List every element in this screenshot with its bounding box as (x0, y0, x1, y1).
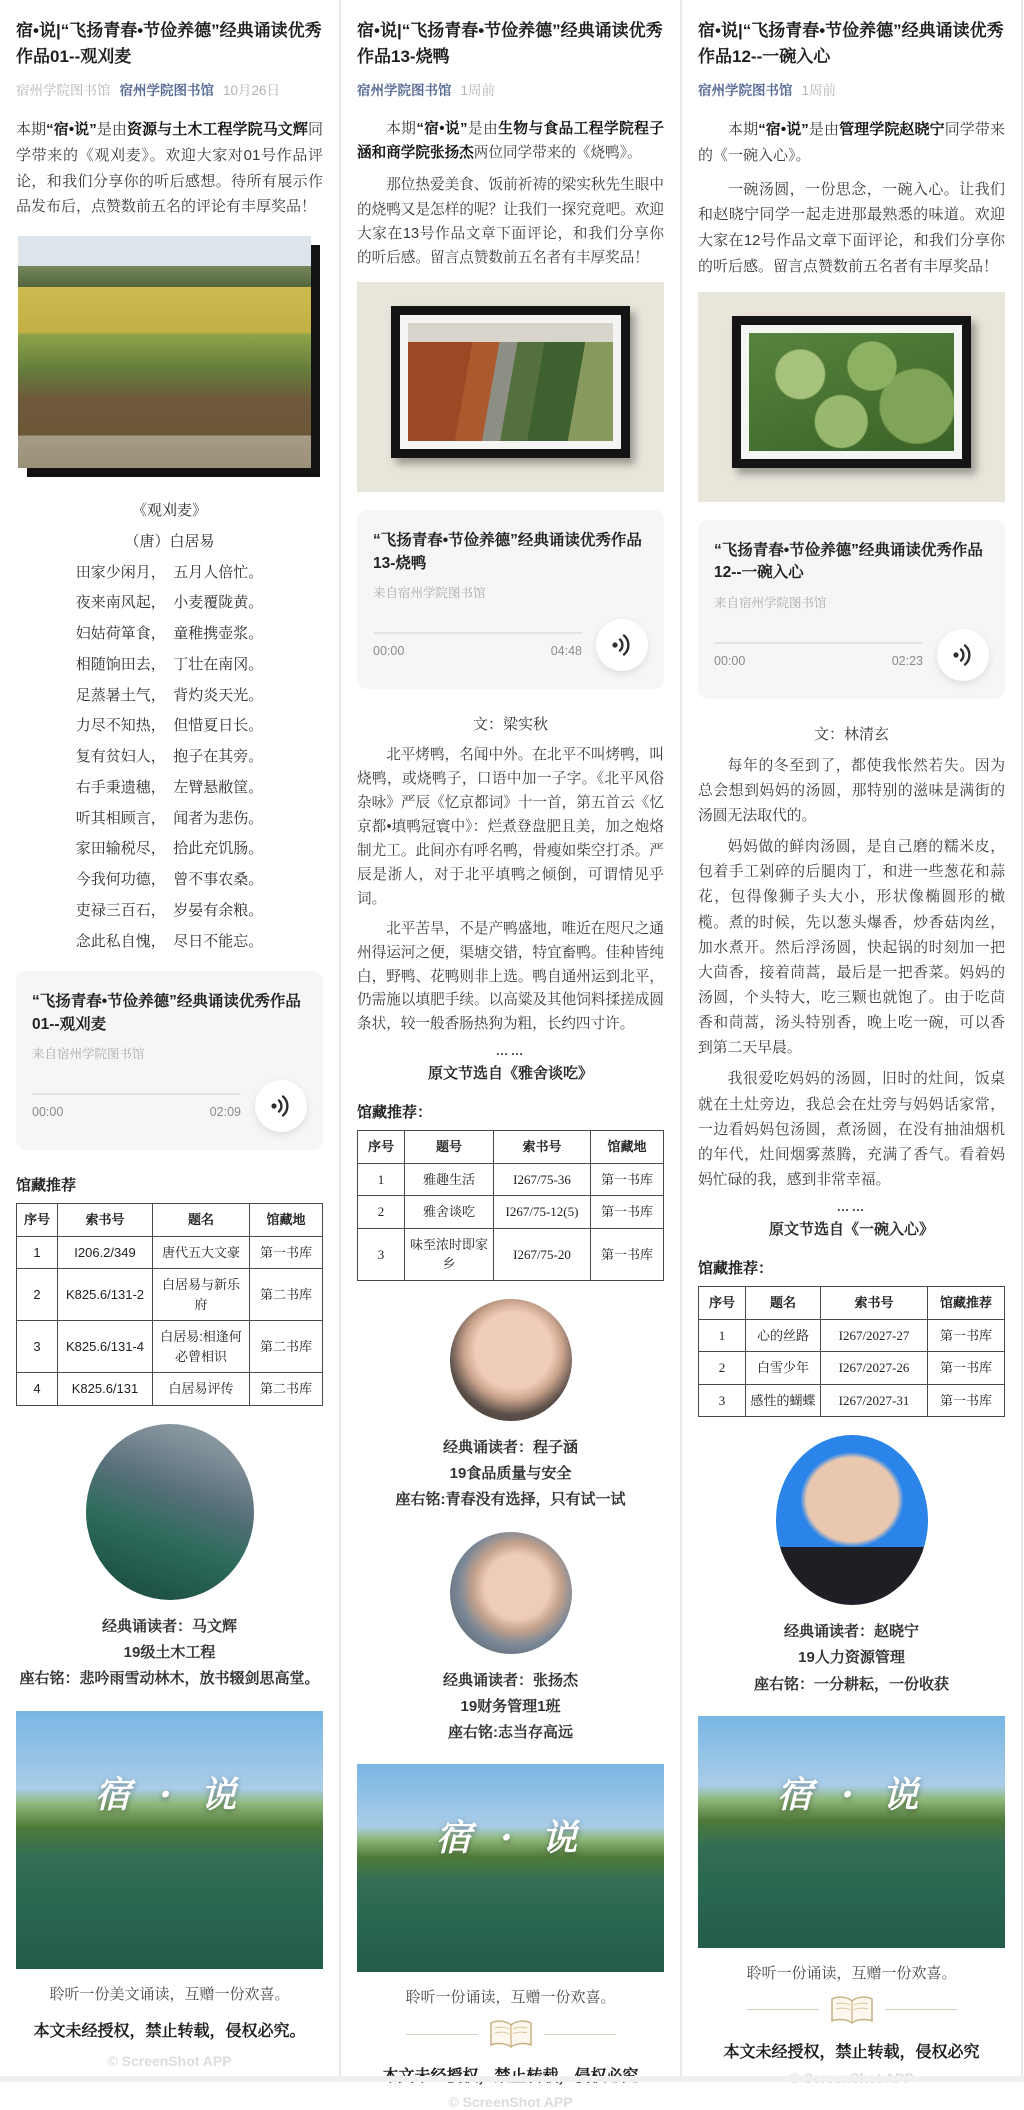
table-cell: 雅舍谈吃 (405, 1196, 494, 1229)
table-row (358, 1163, 664, 1196)
collection-heading: 馆藏推荐： (357, 1104, 433, 1122)
copyright-line: 本文未经授权，禁止转载，侵权必究 (723, 2043, 980, 2061)
reader-photo (450, 1299, 572, 1421)
audio-play-button[interactable] (596, 619, 648, 671)
reader-name: 经典诵读者：马文辉 (101, 1617, 237, 1635)
table-header-cell: 序号 (699, 1287, 746, 1320)
framed-photo (357, 282, 664, 492)
ellipsis: …… (495, 1043, 526, 1059)
open-book-icon (488, 2019, 534, 2049)
banner-title: 宿 · 说 (435, 1817, 586, 1860)
divider-line (885, 2009, 957, 2010)
collection-table (16, 1203, 323, 1406)
table-cell: 3 (17, 1321, 58, 1373)
table-row (17, 1269, 323, 1321)
reader-motto: 座右铭:志当存高远 (448, 1724, 573, 1742)
autumn-road-photo (408, 323, 613, 441)
reader-motto: 座右铭:青春没有选择，只有试一试 (395, 1491, 626, 1509)
table-cell: 第二书库 (250, 1373, 323, 1406)
reader-info (16, 1614, 323, 1693)
table-header-cell: 馆藏地 (591, 1131, 664, 1164)
reader-name: 经典诵读者：赵晓宁 (783, 1623, 919, 1641)
collection-heading: 馆藏推荐 (16, 1177, 77, 1195)
speaker-icon (950, 642, 976, 668)
table-cell: 白居易:相逢何必曾相识 (153, 1321, 250, 1373)
copyright-line: 本文未经授权，禁止转载，侵权必究。 (33, 2022, 306, 2040)
table-cell: 第一书库 (591, 1228, 664, 1280)
table-cell: 第一书库 (928, 1319, 1005, 1352)
table-row (699, 1352, 1005, 1385)
table-cell: 2 (358, 1196, 405, 1229)
table-row (17, 1321, 323, 1373)
reader-name: 经典诵读者：张扬杰 (442, 1671, 578, 1689)
poem-line: 夜来南风起， 小麦覆陇黄。 (75, 594, 264, 612)
banner-title: 宿 · 说 (776, 1773, 927, 1816)
table-cell: 第一书库 (591, 1163, 664, 1196)
audio-card (698, 520, 1005, 699)
reader-class: 19人力资源管理 (798, 1649, 905, 1667)
account-link[interactable]: 宿州学院图书馆 (357, 83, 452, 98)
table-cell: 感性的蝴蝶 (746, 1384, 821, 1417)
table-cell: K825.6/131 (58, 1373, 153, 1406)
divider-line (544, 2034, 616, 2035)
divider-line (406, 2034, 478, 2035)
essay-credit: 文：林清玄 (813, 725, 889, 743)
byline (357, 79, 664, 99)
table-header-cell: 题名 (153, 1204, 250, 1237)
closing-line: 聆听一份诵读，互赠一份欢喜。 (405, 1989, 616, 2007)
table-cell: 2 (699, 1352, 746, 1385)
banner-title: 宿 · 说 (94, 1774, 245, 1817)
reader-class: 19级土木工程 (123, 1644, 216, 1662)
table-cell: 心的丝路 (746, 1319, 821, 1352)
audio-source: 来自宿州学院图书馆 (373, 586, 486, 601)
essay-paragraph: 我很爱吃妈妈的汤圆，旧时的灶间，饭桌就在土灶旁边，我总会在灶旁与妈妈话家常，一边看妈妈包汤圆，煮汤圆，在没有抽油烟机的年代，灶间烟雾蒸腾，充满了香气。看着妈妈忙碌的我，感到非常幸福。 (698, 1071, 1005, 1188)
essay-paragraph: 每年的冬至到了，都使我怅然若失。因为总会想到妈妈的汤圆，那特别的滋味是满街的汤圆无法取代的。 (698, 757, 1005, 824)
essay-paragraph: 妈妈做的鲜肉汤圆，是自己磨的糯米皮，包着手工剁碎的后腿肉丁，和进一些葱花和蒜花，包得像狮子头大小，形状像椭圆形的橄榄。煮的时候，先以葱头爆香，炒香菇肉丝，加水煮开。然后浮汤圆，快起锅的时刻加一把大茴香，接着茼蒿，最后是一把香菜。妈妈的汤圆，个头特大，吃三颗也就饱了。由于吃茴香和茼蒿，汤头特别香，晚上吃一碗，可以香到第二天早晨。 (698, 839, 1005, 1057)
poem-line: 家田输税尽， 拾此充饥肠。 (75, 840, 264, 858)
closing-line: 聆听一份诵读，互赠一份欢喜。 (746, 1964, 957, 1982)
poem-author: （唐）白居易 (124, 532, 215, 550)
reader-photo (450, 1532, 572, 1654)
table-cell: 唐代五大文豪 (153, 1236, 250, 1269)
frosty-leaves-photo (749, 333, 954, 451)
lake-banner (16, 1711, 323, 1969)
account-link[interactable]: 宿州学院图书馆 (698, 83, 793, 98)
table-cell: K825.6/131-2 (58, 1269, 153, 1321)
bottom-strip (0, 2076, 1024, 2082)
table-cell: I267/75-36 (494, 1163, 591, 1196)
byline (16, 79, 323, 99)
audio-play-button[interactable] (937, 629, 989, 681)
reader-info (357, 1435, 664, 1514)
publish-date: 1周前 (801, 83, 837, 98)
speaker-icon (609, 632, 635, 658)
table-cell: I206.2/349 (58, 1236, 153, 1269)
table-header-cell: 馆藏推荐 (928, 1287, 1005, 1320)
byline (698, 79, 1005, 99)
table-header-cell: 索书号 (58, 1204, 153, 1237)
table-cell: I267/2027-31 (821, 1384, 928, 1417)
collection-table (357, 1130, 664, 1281)
audio-play-button[interactable] (255, 1080, 307, 1132)
reader-name: 经典诵读者：程子涵 (442, 1438, 578, 1456)
poem-line: 今我何功德， 曾不事农桑。 (75, 871, 264, 889)
table-cell: 1 (17, 1236, 58, 1269)
poem-line: 念此私自愧， 尽日不能忘。 (75, 932, 264, 950)
intro-paragraph: 本期“宿•说”是由管理学院赵晓宁同学带来的《一碗入心》。 (698, 121, 1005, 164)
reader-class: 19食品质量与安全 (449, 1465, 572, 1483)
lake-banner (698, 1716, 1005, 1948)
audio-progress-bar[interactable] (373, 632, 582, 634)
open-book-icon (829, 1995, 875, 2025)
divider-line (747, 2009, 819, 2010)
audio-card (16, 971, 323, 1150)
table-cell: 白居易与新乐府 (153, 1269, 250, 1321)
table-cell: 第一书库 (250, 1236, 323, 1269)
table-header-cell: 馆藏地 (250, 1204, 323, 1237)
article-column-1 (0, 0, 341, 2082)
table-cell: I267/75-12(5) (494, 1196, 591, 1229)
audio-duration: 02:23 (891, 653, 923, 668)
essay-credit: 文：梁实秋 (472, 716, 548, 734)
audio-duration: 04:48 (550, 644, 582, 659)
poem-line: 妇姑荷箪食， 童稚携壶浆。 (75, 625, 264, 643)
author-name: 宿州学院图书馆 (16, 83, 111, 98)
table-row (699, 1319, 1005, 1352)
reader-info (357, 1668, 664, 1747)
poem-line: 右手秉遗穗， 左臂悬敝筐。 (75, 778, 264, 796)
table-cell: 2 (17, 1269, 58, 1321)
essay-paragraph: 北平苦旱，不是产鸭盛地，唯近在咫尺之通州得运河之便，渠塘交错，特宜畜鸭。佳种皆纯白，野鸭、花鸭则非上选。鸭自通州运到北平，仍需施以填肥手续。以高粱及其他饲料揉搓成圆条状，较一般香肠热狗为粗，长约四寸许。 (357, 920, 664, 1033)
table-row (17, 1373, 323, 1406)
table-header-cell: 索书号 (821, 1287, 928, 1320)
article-column-2 (341, 0, 682, 2110)
table-cell: 第一书库 (928, 1384, 1005, 1417)
poem (16, 496, 323, 957)
audio-title: “飞扬青春•节俭养德”经典诵读优秀作品13-烧鸭 (373, 532, 642, 572)
audio-title: “飞扬青春•节俭养德”经典诵读优秀作品01--观刈麦 (32, 993, 301, 1033)
table-cell: 味至浓时即家乡 (405, 1228, 494, 1280)
audio-title: “飞扬青春•节俭养德”经典诵读优秀作品12--一碗入心 (714, 541, 983, 582)
table-row (358, 1228, 664, 1280)
reader-class: 19财务管理1班 (460, 1697, 561, 1715)
table-cell: I267/2027-26 (821, 1352, 928, 1385)
source-line: 原文节选自《一碗入心》 (768, 1221, 934, 1239)
copyright-line (357, 2063, 664, 2086)
table-cell: 1 (699, 1319, 746, 1352)
audio-current-time: 00:00 (32, 1105, 64, 1120)
source-line: 原文节选自《雅舍谈吃》 (427, 1065, 593, 1083)
table-cell: 第一书库 (591, 1196, 664, 1229)
watermark: © ScreenShot APP (107, 2052, 232, 2069)
field-photo (18, 236, 311, 468)
audio-progress-bar[interactable] (32, 1093, 241, 1095)
table-cell: 3 (699, 1384, 746, 1417)
table-cell: 白雪少年 (746, 1352, 821, 1385)
watermark: © ScreenShot APP (448, 2094, 573, 2110)
reader-info (698, 1619, 1005, 1698)
article-column-3 (682, 0, 1023, 2082)
ellipsis: …… (836, 1199, 867, 1215)
table-cell: 第一书库 (928, 1352, 1005, 1385)
poem-line: 田家少闲月， 五月人倍忙。 (75, 563, 264, 581)
poem-line: 复有贫妇人， 抱子在其旁。 (75, 748, 264, 766)
table-cell: 白居易评传 (153, 1373, 250, 1406)
audio-source: 来自宿州学院图书馆 (32, 1047, 145, 1062)
essay-paragraph: 北平烤鸭，名闻中外。在北平不叫烤鸭，叫烧鸭，或烧鸭子，口语中加一子字。《北平风俗杂咏》严辰《忆京都词》十一首，第五首云《忆京都•填鸭冠寰中》：烂煮登盘肥且美，加之炮烙制尤工。此间亦有呼名鸭，骨瘦如柴空打杀。严辰是浙人，对于北平填鸭之倾倒，可谓情见乎词。 (357, 747, 664, 907)
reader-motto: 座右铭：一分耕耘，一份收获 (753, 1675, 949, 1693)
table-cell: I267/2027-27 (821, 1319, 928, 1352)
speaker-icon (268, 1093, 294, 1119)
poem-line: 听其相顾言， 闻者为悲伤。 (75, 809, 264, 827)
table-row (17, 1236, 323, 1269)
table-row (699, 1384, 1005, 1417)
collection-heading: 馆藏推荐： (698, 1260, 774, 1278)
poem-title: 《观刈麦》 (131, 502, 207, 520)
table-cell: 3 (358, 1228, 405, 1280)
audio-current-time: 00:00 (373, 644, 405, 659)
lake-banner (357, 1764, 664, 1972)
table-row (358, 1196, 664, 1229)
collection-table (698, 1286, 1005, 1417)
publish-date: 10月26日 (223, 83, 281, 98)
table-cell: I267/75-20 (494, 1228, 591, 1280)
book-divider (698, 1995, 1005, 2025)
audio-source: 来自宿州学院图书馆 (714, 595, 827, 610)
article-title: 宿•说|“飞扬青春•节俭养德”经典诵读优秀作品13-烧鸭 (357, 21, 663, 66)
intro-paragraph-2: 一碗汤圆，一份思念，一碗入心。让我们和赵晓宁同学一起走进那最熟悉的味道。欢迎大家在12号作品文章下面评论，和我们分享你的听后感。留言点赞数前五名者有丰厚奖品！ (698, 180, 1005, 275)
table-cell: 1 (358, 1163, 405, 1196)
table-cell: 第二书库 (250, 1321, 323, 1373)
table-header-cell: 题号 (405, 1131, 494, 1164)
reader-motto: 座右铭：悲吟雨雪动林木，放书辍剑思高堂。 (19, 1670, 320, 1688)
framed-photo (698, 292, 1005, 502)
reader-photo (776, 1435, 928, 1605)
closing-line: 聆听一份美文诵读，互赠一份欢喜。 (49, 1985, 290, 2003)
audio-card (357, 510, 664, 689)
article-title: 宿•说|“飞扬青春•节俭养德”经典诵读优秀作品01--观刈麦 (16, 21, 322, 66)
table-header-cell: 序号 (358, 1131, 405, 1164)
table-cell: K825.6/131-4 (58, 1321, 153, 1373)
table-header-cell: 序号 (17, 1204, 58, 1237)
reader-photo (86, 1424, 254, 1600)
audio-current-time: 00:00 (714, 653, 746, 668)
table-cell: 4 (17, 1373, 58, 1406)
intro-paragraph: 本期“宿•说”是由资源与土木工程学院马文辉同学带来的《观刈麦》。欢迎大家对01号作品评论，和我们分享你的听后感想。待所有展示作品发布后，点赞数前五名的评论有丰厚奖品！ (16, 121, 323, 216)
poem-line: 吏禄三百石， 岁晏有余粮。 (75, 901, 264, 919)
audio-progress-bar[interactable] (714, 642, 923, 644)
table-cell: 第二书库 (250, 1269, 323, 1321)
table-header-cell: 索书号 (494, 1131, 591, 1164)
publish-date: 1周前 (460, 83, 496, 98)
intro-paragraph-2: 那位热爱美食、饭前祈祷的梁实秋先生眼中的烧鸭又是怎样的呢？让我们一探究竟吧。欢迎大家在13号作品文章下面评论，和我们分享你的听后感。留言点赞数前五名者有丰厚奖品！ (357, 177, 664, 267)
account-link[interactable]: 宿州学院图书馆 (119, 83, 214, 98)
table-cell: 雅趣生活 (405, 1163, 494, 1196)
table-header-cell: 题名 (746, 1287, 821, 1320)
book-divider (357, 2019, 664, 2049)
intro-paragraph: 本期“宿•说”是由生物与食品工程学院程子涵和商学院张扬杰两位同学带来的《烧鸭》。 (357, 121, 664, 162)
poem-line: 足蒸暑土气， 背灼炎天光。 (75, 686, 264, 704)
audio-duration: 02:09 (209, 1105, 241, 1120)
poem-line: 力尽不知热， 但惜夏日长。 (75, 717, 264, 735)
poem-line: 相随饷田去， 丁壮在南冈。 (75, 655, 264, 673)
article-title: 宿•说|“飞扬青春•节俭养德”经典诵读优秀作品12--一碗入心 (698, 21, 1004, 66)
